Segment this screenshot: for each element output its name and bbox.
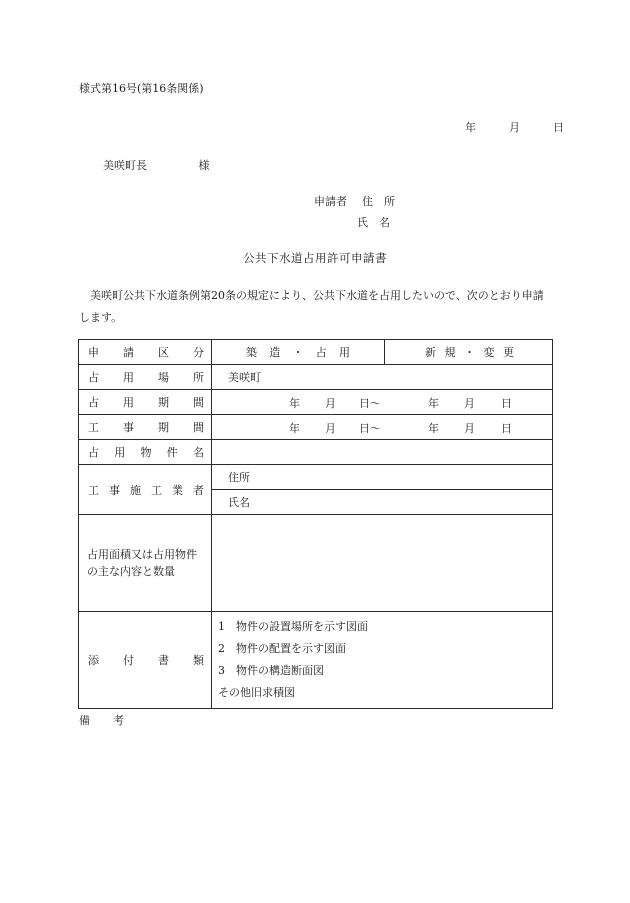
attachment-item: その他旧求積図	[218, 686, 295, 699]
addressee-name: 美咲町長	[103, 159, 147, 172]
row-location	[79, 365, 553, 390]
row-object-name	[79, 440, 553, 465]
label-application-type: 申 請 区 分	[79, 340, 212, 365]
date-line	[465, 119, 564, 135]
label-object-name: 占 用 物 件 名	[79, 440, 212, 465]
label-construction-period: 工 事 期 間	[79, 415, 212, 440]
attachment-item: 2 物件の配置を示す図面	[218, 642, 346, 655]
contractor-address-label: 住所	[228, 471, 250, 484]
body-text: 美咲町公共下水道条例第20条の規定により、公共下水道を占用したいので、次のとおり申請します。	[79, 289, 544, 324]
contractor-address-field[interactable]	[212, 465, 553, 490]
row-area	[79, 515, 553, 612]
option-construction-occupancy[interactable]: 築 造 ・ 占 用	[212, 340, 385, 365]
construction-period-field[interactable]: 年 月 日〜 年 月 日	[212, 415, 553, 440]
applicant-name-line	[357, 214, 390, 230]
label-area: 占用面積又は占用物件の主な内容と数量	[79, 515, 212, 612]
row-construction-period	[79, 415, 553, 440]
date-month: 月	[509, 121, 520, 134]
document-title: 公共下水道占用許可申請書	[243, 251, 387, 265]
label-location: 占 用 場 所	[79, 365, 212, 390]
attachment-item: 1 物件の設置場所を示す図面	[218, 620, 368, 633]
contractor-name-field[interactable]	[212, 490, 553, 515]
addressee-honorific: 様	[198, 159, 210, 172]
date-day: 日	[553, 121, 564, 134]
applicant-address-line	[314, 193, 395, 209]
option-new-change[interactable]: 新 規 ・ 変 更	[385, 340, 553, 365]
date-year: 年	[465, 121, 476, 134]
row-attachments	[79, 612, 553, 709]
name-label: 氏 名	[357, 216, 390, 229]
row-application-type	[79, 340, 553, 365]
applicant-label: 申請者	[314, 195, 347, 208]
address-label: 住 所	[362, 195, 395, 208]
row-occupancy-period	[79, 390, 553, 415]
form-number: 様式第16号(第16条関係)	[79, 82, 204, 95]
location-field[interactable]: 美咲町	[212, 365, 553, 390]
label-occupancy-period: 占 用 期 間	[79, 390, 212, 415]
remarks-label: 備 考	[79, 714, 130, 727]
application-form-table	[78, 339, 553, 709]
occupancy-period-field[interactable]: 年 月 日〜 年 月 日	[212, 390, 553, 415]
row-contractor-address	[79, 465, 553, 490]
attachment-item: 3 物件の構造断面図	[218, 664, 324, 677]
label-attachments: 添 付 書 類	[79, 612, 212, 709]
addressee	[103, 157, 210, 173]
contractor-name-label: 氏名	[228, 496, 250, 509]
area-field[interactable]	[212, 515, 553, 612]
label-contractor: 工 事 施 工 業 者	[79, 465, 212, 515]
object-name-field[interactable]	[212, 440, 553, 465]
attachments-list	[212, 612, 553, 709]
